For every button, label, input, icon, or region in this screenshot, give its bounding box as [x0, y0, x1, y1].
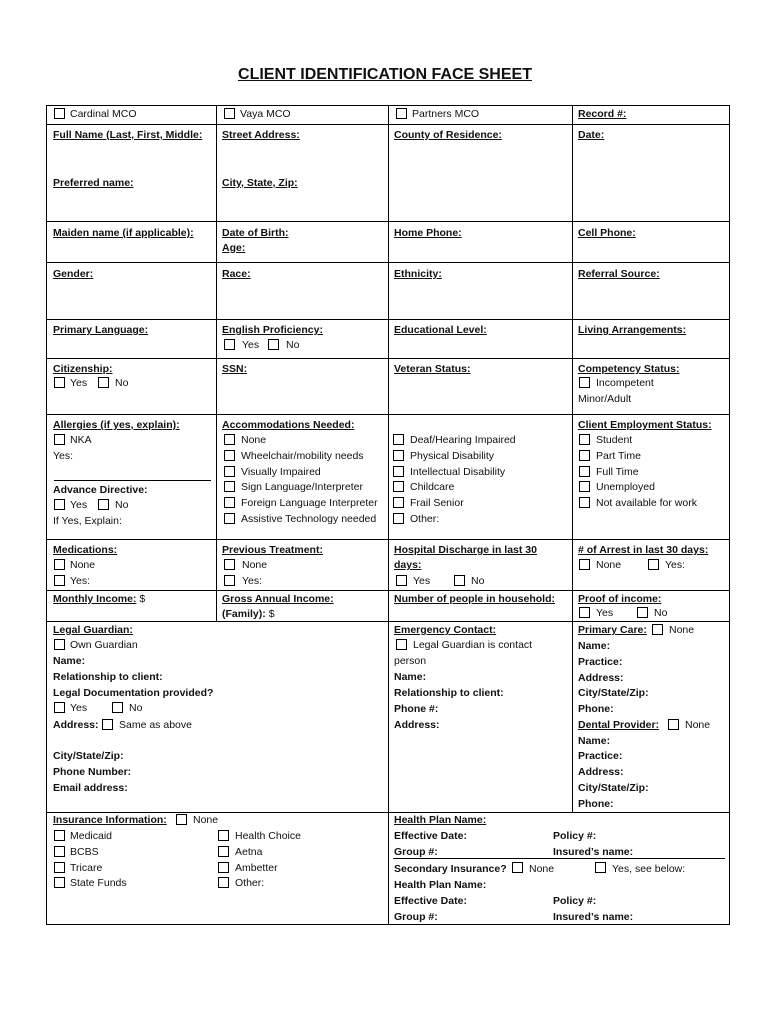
proof-income-label: Proof of income:: [578, 593, 662, 605]
home-phone-label: Home Phone:: [394, 227, 462, 239]
dental-none-checkbox[interactable]: [668, 719, 679, 730]
secondary-none-checkbox[interactable]: [512, 862, 523, 873]
insurance-right-checkbox-0[interactable]: [218, 830, 229, 841]
household-label: Number of people in household:: [394, 593, 555, 605]
guardian-phone-label: Phone Number:: [53, 766, 132, 778]
acc-right-label-3: Childcare: [410, 481, 455, 494]
arrest-label: # of Arrest in last 30 days:: [578, 544, 709, 556]
secondary-yes-checkbox[interactable]: [595, 862, 606, 873]
insurance-none-label: None: [193, 814, 219, 826]
insurance-right-checkbox-3[interactable]: [218, 877, 229, 888]
col-line: [388, 105, 389, 812]
hospital-yes-checkbox[interactable]: [396, 575, 407, 586]
citizenship-label: Citizenship:: [53, 363, 113, 375]
hospital-no-checkbox[interactable]: [454, 575, 465, 586]
partners-label: Partners MCO: [412, 108, 480, 120]
dental-address-label: Address:: [578, 766, 624, 778]
referral-label: Referral Source:: [578, 268, 660, 280]
person-label: person: [394, 655, 427, 667]
emergency-phone-label: Phone #:: [394, 703, 439, 715]
record-label: Record #:: [578, 108, 627, 120]
insurance-right-label-0: Health Choice: [235, 830, 301, 842]
insurance-left-checkbox-3[interactable]: [54, 877, 65, 888]
monthly-income-dollar: $: [139, 593, 146, 605]
page-title: CLIENT IDENTIFICATION FACE SHEET: [238, 66, 532, 83]
insurance-left-label-1: BCBS: [70, 845, 99, 858]
guardian-name-label: Name:: [53, 655, 86, 667]
table-border-left: [46, 105, 47, 925]
employment-checkbox-2[interactable]: [579, 466, 590, 477]
acc-right-label-4: Frail Senior: [410, 497, 464, 510]
acc-right-checkbox-0[interactable]: [393, 434, 404, 445]
advance-divider: [54, 480, 211, 481]
acc-right-label-0: Deaf/Hearing Impaired: [410, 434, 516, 446]
full-name-label: Full Name (Last, First, Middle:: [53, 129, 203, 141]
acc-left-label-1: Wheelchair/mobility needs: [241, 449, 364, 462]
veteran-label: Veteran Status:: [394, 363, 471, 375]
guardian-email-label: Email address:: [53, 782, 128, 794]
employment-label-0: Student: [596, 434, 633, 446]
col-line: [216, 105, 217, 621]
acc-left-label-3: Sign Language/Interpreter: [241, 481, 364, 494]
emergency-name-label: Name:: [394, 671, 427, 683]
previous-treatment-label: Previous Treatment:: [222, 544, 323, 556]
competency-label: Competency Status:: [578, 363, 680, 375]
own-guardian-checkbox[interactable]: [54, 639, 65, 650]
effective-date-label: Effective Date:: [394, 830, 467, 842]
employment-label-1: Part Time: [596, 449, 641, 462]
insurance-right-checkbox-1[interactable]: [218, 846, 229, 857]
partners-checkbox[interactable]: [396, 108, 407, 119]
legal-doc-no-label: No: [129, 702, 143, 714]
dental-phone-label: Phone:: [578, 798, 614, 810]
citizenship-yes-label: Yes: [70, 377, 88, 389]
col-line: [572, 105, 573, 812]
previous-none-checkbox[interactable]: [224, 559, 235, 570]
primary-phone-label: Phone:: [578, 703, 614, 715]
acc-right-checkbox-3[interactable]: [393, 481, 404, 492]
primary-none-checkbox[interactable]: [652, 624, 663, 635]
employment-checkbox-0[interactable]: [579, 434, 590, 445]
nka-checkbox[interactable]: [54, 434, 65, 445]
legal-guardian-label: Legal Guardian:: [53, 624, 133, 636]
secondary-yes-label: Yes, see below:: [612, 863, 686, 875]
accommodations-label: Accommodations Needed:: [222, 419, 355, 431]
group-label: Group #:: [394, 846, 438, 858]
dental-name-label: Name:: [578, 735, 611, 747]
employment-checkbox-3[interactable]: [579, 481, 590, 492]
citizenship-no-checkbox[interactable]: [98, 377, 109, 388]
insurance-left-checkbox-1[interactable]: [54, 846, 65, 857]
medications-none-label: None: [70, 559, 96, 571]
vaya-checkbox[interactable]: [224, 108, 235, 119]
lg-contact-checkbox[interactable]: [396, 639, 407, 650]
dob-label: Date of Birth:: [222, 227, 289, 239]
acc-right-label-5: Other:: [410, 513, 440, 525]
street-address-label: Street Address:: [222, 129, 300, 141]
vaya-label: Vaya MCO: [240, 108, 291, 120]
employment-checkbox-4[interactable]: [579, 497, 590, 508]
acc-right-checkbox-5[interactable]: [393, 513, 404, 524]
legal-doc-yes-checkbox[interactable]: [54, 702, 65, 713]
guardian-city-label: City/State/Zip:: [53, 750, 124, 762]
acc-left-checkbox-4[interactable]: [224, 497, 235, 508]
previous-none-label: None: [242, 559, 268, 571]
english-no-label: No: [286, 339, 300, 351]
acc-right-checkbox-4[interactable]: [393, 497, 404, 508]
citizenship-yes-checkbox[interactable]: [54, 377, 65, 388]
proof-yes-label: Yes: [596, 607, 614, 619]
proof-no-label: No: [654, 607, 668, 619]
insurance-left-label-3: State Funds: [70, 877, 127, 890]
acc-right-checkbox-2[interactable]: [393, 466, 404, 477]
col-line: [388, 812, 389, 924]
family-dollar: $: [268, 608, 275, 620]
lg-contact-label: Legal Guardian is contact: [413, 639, 533, 651]
insurance-left-checkbox-0[interactable]: [54, 830, 65, 841]
english-yes-checkbox[interactable]: [224, 339, 235, 350]
medications-yes-checkbox[interactable]: [54, 575, 65, 586]
policy-2-label: Policy #:: [553, 895, 597, 907]
living-label: Living Arrangements:: [578, 324, 687, 336]
hospital-no-label: No: [471, 575, 485, 587]
medications-yes-label: Yes:: [70, 575, 91, 587]
education-label: Educational Level:: [394, 324, 487, 336]
acc-left-checkbox-1[interactable]: [224, 450, 235, 461]
ethnicity-label: Ethnicity:: [394, 268, 442, 280]
proof-no-checkbox[interactable]: [637, 607, 648, 618]
arrest-yes-label: Yes:: [665, 559, 686, 571]
secondary-insurance-label: Secondary Insurance?: [394, 863, 507, 875]
gender-label: Gender:: [53, 268, 94, 280]
advance-yes-checkbox[interactable]: [54, 499, 65, 510]
acc-right-label-1: Physical Disability: [410, 449, 495, 462]
gross-income-family: [222, 607, 275, 621]
own-guardian-label: Own Guardian: [70, 639, 138, 651]
english-yes-label: Yes: [242, 339, 260, 351]
advance-no-label: No: [115, 499, 129, 511]
guardian-relationship-label: Relationship to client:: [53, 671, 163, 683]
legal-doc-yes-label: Yes: [70, 702, 88, 714]
effective-date-2-label: Effective Date:: [394, 895, 467, 907]
primary-address-label: Address:: [578, 672, 624, 684]
arrest-none-label: None: [596, 559, 622, 571]
acc-right-label-2: Intellectual Disability: [410, 465, 506, 478]
group-2-label: Group #:: [394, 911, 438, 923]
insurance-left-checkbox-2[interactable]: [54, 862, 65, 873]
insurance-right-label-1: Aetna: [235, 845, 263, 858]
primary-language-label: Primary Language:: [53, 324, 149, 336]
city-state-zip-label: City, State, Zip:: [222, 177, 298, 189]
dental-none-label: None: [685, 719, 711, 731]
advance-directive-label: Advance Directive:: [53, 484, 148, 496]
acc-left-label-0: None: [241, 434, 267, 446]
dental-city-label: City/State/Zip:: [578, 782, 649, 794]
hospital-discharge-label: Hospital Discharge in last 30: [394, 544, 537, 556]
guardian-address-label: Address:: [53, 719, 99, 731]
emergency-contact-label: Emergency Contact:: [394, 624, 497, 636]
employment-label: Client Employment Status:: [578, 419, 712, 431]
table-border-bottom: [46, 924, 729, 925]
cardinal-label: Cardinal MCO: [70, 108, 137, 120]
insurance-right-label-3: Other:: [235, 877, 265, 890]
previous-yes-label: Yes:: [242, 575, 263, 587]
primary-city-label: City/State/Zip:: [578, 687, 649, 699]
insurance-left-label-0: Medicaid: [70, 830, 113, 842]
date-label: Date:: [578, 129, 605, 141]
ssn-label: SSN:: [222, 363, 248, 375]
race-label: Race:: [222, 268, 251, 280]
monthly-income: [53, 592, 145, 606]
same-as-above-checkbox[interactable]: [102, 719, 113, 730]
previous-yes-checkbox[interactable]: [224, 575, 235, 586]
minor-adult-label: Minor/Adult: [578, 393, 632, 405]
employment-label-4: Not available for work: [596, 497, 697, 510]
allergies-label: Allergies (if yes, explain):: [53, 419, 180, 431]
hospital-yes-label: Yes: [413, 575, 431, 587]
dental-provider-label: Dental Provider:: [578, 719, 660, 731]
preferred-name-label: Preferred name:: [53, 177, 134, 189]
incompetent-checkbox[interactable]: [579, 377, 590, 388]
gross-income-label: Gross Annual Income:: [222, 593, 334, 605]
incompetent-label: Incompetent: [596, 377, 654, 389]
insured-name-label: Insured’s name:: [553, 846, 634, 858]
cell-phone-label: Cell Phone:: [578, 227, 636, 239]
emergency-relationship-label: Relationship to client:: [394, 687, 504, 699]
policy-label: Policy #:: [553, 830, 597, 842]
medications-label: Medications:: [53, 544, 118, 556]
acc-left-checkbox-0[interactable]: [224, 434, 235, 445]
english-no-checkbox[interactable]: [268, 339, 279, 350]
monthly-income-label: Monthly Income:: [53, 593, 137, 605]
primary-practice-label: Practice:: [578, 656, 623, 668]
primary-name-label: Name:: [578, 640, 611, 652]
employment-label-3: Unemployed: [596, 481, 655, 494]
insurance-none-checkbox[interactable]: [176, 814, 187, 825]
insured-name-2-label: Insured’s name:: [553, 911, 634, 923]
acc-left-label-2: Visually Impaired: [241, 465, 321, 478]
dental-practice-label: Practice:: [578, 750, 623, 762]
family-label: (Family):: [222, 608, 266, 620]
acc-left-checkbox-5[interactable]: [224, 513, 235, 524]
arrest-yes-checkbox[interactable]: [648, 559, 659, 570]
allergies-yes-label: Yes:: [53, 450, 74, 462]
medications-none-checkbox[interactable]: [54, 559, 65, 570]
acc-left-checkbox-3[interactable]: [224, 481, 235, 492]
hospital-days-label: days:: [394, 559, 422, 571]
primary-care-label: Primary Care:: [578, 624, 647, 636]
legal-doc-label: Legal Documentation provided?: [53, 687, 214, 699]
insurance-right-checkbox-2[interactable]: [218, 862, 229, 873]
nka-label: NKA: [70, 434, 92, 446]
proof-yes-checkbox[interactable]: [579, 607, 590, 618]
county-label: County of Residence:: [394, 129, 502, 141]
acc-left-checkbox-2[interactable]: [224, 466, 235, 477]
acc-left-label-4: Foreign Language Interpreter: [241, 497, 378, 510]
insurance-info-label: Insurance Information:: [53, 814, 167, 826]
citizenship-no-label: No: [115, 377, 129, 389]
cardinal-checkbox[interactable]: [54, 108, 65, 119]
secondary-none-label: None: [529, 863, 555, 875]
same-as-above-label: Same as above: [119, 719, 192, 731]
advance-yes-label: Yes: [70, 499, 88, 511]
health-plan-label: Health Plan Name:: [394, 814, 487, 826]
table-border-right: [729, 105, 730, 925]
advance-explain-label: If Yes, Explain:: [53, 515, 122, 527]
advance-no-checkbox[interactable]: [98, 499, 109, 510]
insurance-left-label-2: Tricare: [70, 861, 103, 874]
english-proficiency-label: English Proficiency:: [222, 324, 323, 336]
primary-none-label: None: [669, 624, 695, 636]
maiden-name-label: Maiden name (if applicable):: [53, 227, 194, 239]
insurance-right-label-2: Ambetter: [235, 861, 278, 874]
acc-left-label-5: Assistive Technology needed: [241, 513, 377, 525]
arrest-none-checkbox[interactable]: [579, 559, 590, 570]
emergency-address-label: Address:: [394, 719, 440, 731]
acc-right-checkbox-1[interactable]: [393, 450, 404, 461]
age-label: Age:: [222, 242, 246, 254]
employment-checkbox-1[interactable]: [579, 450, 590, 461]
legal-doc-no-checkbox[interactable]: [112, 702, 123, 713]
health-plan-2-label: Health Plan Name:: [394, 879, 487, 891]
employment-label-2: Full Time: [596, 465, 639, 478]
